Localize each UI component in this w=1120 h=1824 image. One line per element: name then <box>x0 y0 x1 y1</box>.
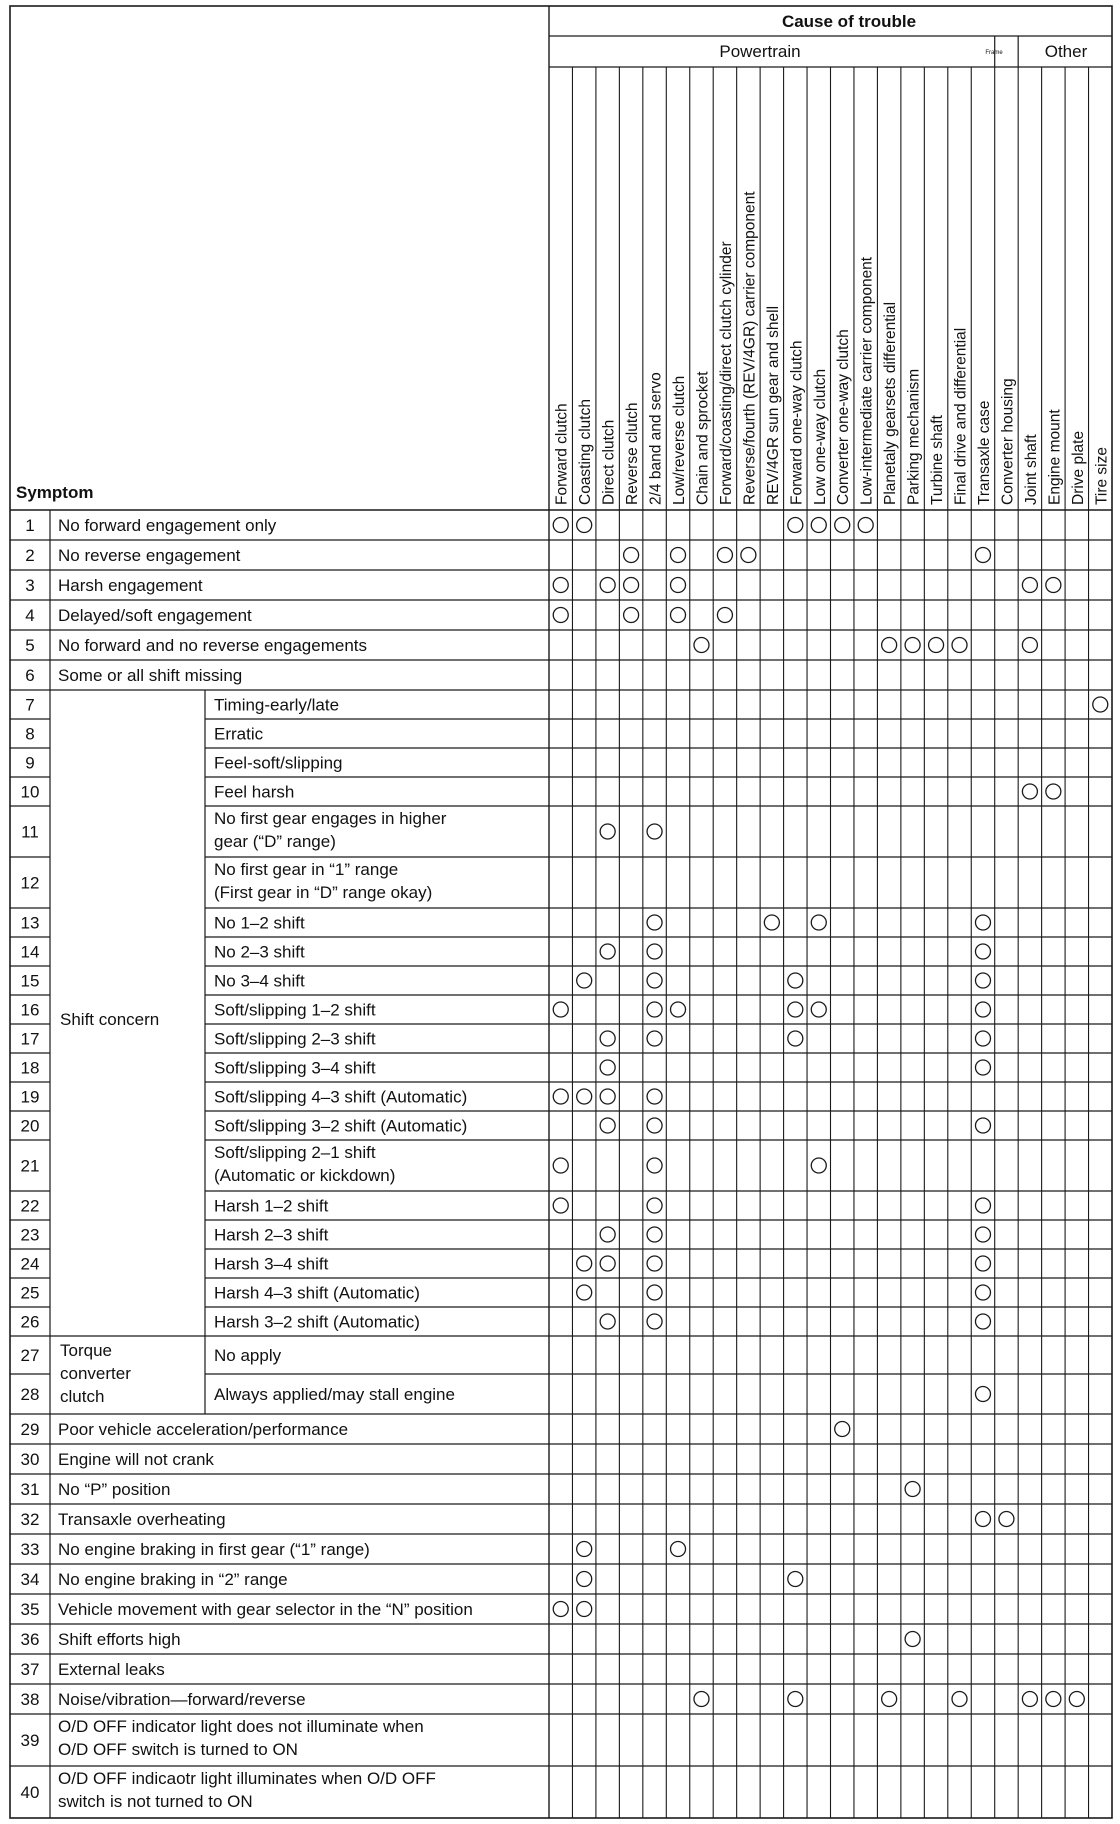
cause-of-trouble-title: Cause of trouble <box>781 12 917 31</box>
row-number: 17 <box>20 1029 40 1049</box>
row-number: 11 <box>21 822 39 842</box>
cause-mark <box>1022 784 1037 799</box>
row-number: 13 <box>20 913 40 933</box>
cause-mark <box>905 1482 920 1497</box>
cause-mark <box>647 1002 662 1017</box>
cause-column-header: Forward one-way clutch <box>788 340 806 505</box>
cause-mark <box>882 1692 897 1707</box>
row-number: 35 <box>20 1600 40 1619</box>
cause-column-header: Low/reverse clutch <box>671 375 689 505</box>
symptom-text: Shift efforts high <box>58 1630 181 1649</box>
cause-mark <box>647 973 662 988</box>
cause-mark <box>647 1031 662 1046</box>
row-number: 6 <box>25 666 35 685</box>
symptom-text: (First gear in “D” range okay) <box>214 883 433 902</box>
cause-mark <box>671 548 686 563</box>
symptom-text: No first gear engages in higher <box>214 809 447 828</box>
cause-mark <box>647 824 662 839</box>
symptom-text: No first gear in “1” range <box>214 860 399 879</box>
row-number: 39 <box>20 1731 40 1750</box>
cause-mark <box>600 1314 615 1329</box>
torque-converter-label-line: Torque <box>60 1341 112 1360</box>
cause-mark <box>975 1285 990 1300</box>
symptom-text: No reverse engagement <box>58 546 241 565</box>
symptom-text: No apply <box>214 1346 282 1365</box>
cause-column-header: Tire size <box>1093 447 1111 505</box>
torque-converter-label-line: converter <box>60 1364 131 1383</box>
cause-mark <box>788 1002 803 1017</box>
cause-mark <box>975 915 990 930</box>
row-number: 26 <box>20 1312 40 1332</box>
row-number: 4 <box>25 606 35 625</box>
cause-column-header: Coasting clutch <box>577 399 595 505</box>
cause-mark <box>764 915 779 930</box>
row-number: 10 <box>20 782 40 802</box>
cause-mark <box>788 1572 803 1587</box>
row-number: 21 <box>20 1156 40 1176</box>
torque-converter-label-line: clutch <box>60 1387 105 1406</box>
symptom-text: No engine braking in first gear (“1” range) <box>58 1540 370 1559</box>
cause-mark <box>600 824 615 839</box>
cause-mark <box>1022 578 1037 593</box>
cause-mark <box>647 1158 662 1173</box>
cause-mark <box>553 608 568 623</box>
row-number: 20 <box>20 1116 40 1136</box>
table-header <box>16 12 1110 505</box>
row-number: 36 <box>20 1630 40 1649</box>
cause-mark <box>858 518 873 533</box>
cause-column-header: Planetaly gearsets differential <box>882 301 900 505</box>
cause-mark <box>1046 784 1061 799</box>
symptom-text: Harsh 3–4 shift <box>214 1254 329 1274</box>
symptom-column-label: Symptom <box>16 483 94 502</box>
cause-mark <box>577 1256 592 1271</box>
cause-mark <box>600 944 615 959</box>
symptom-text: Soft/slipping 2–3 shift <box>214 1029 376 1049</box>
row-number: 40 <box>20 1783 40 1802</box>
symptom-text: Transaxle overheating <box>58 1510 226 1529</box>
torque-converter-clutch-group-label <box>60 1341 131 1406</box>
cause-mark <box>624 578 639 593</box>
symptom-text: Timing-early/late <box>214 695 340 715</box>
symptom-text: No forward engagement only <box>58 516 277 535</box>
symptom-text: Harsh 3–2 shift (Automatic) <box>214 1312 420 1332</box>
cause-column-header: Chain and sprocket <box>694 371 712 505</box>
row-number: 9 <box>25 753 35 773</box>
row-number: 14 <box>20 942 40 962</box>
row-number: 31 <box>20 1480 40 1499</box>
other-group-label: Other <box>1044 42 1088 61</box>
symptom-text: Harsh 2–3 shift <box>214 1225 329 1245</box>
row-number: 28 <box>20 1385 40 1404</box>
cause-mark <box>811 1158 826 1173</box>
cause-mark <box>882 638 897 653</box>
symptom-text: Delayed/soft engagement <box>58 606 252 625</box>
row-number: 38 <box>20 1690 40 1709</box>
cause-mark <box>811 1002 826 1017</box>
cause-mark <box>553 518 568 533</box>
cause-mark <box>600 578 615 593</box>
cause-column-header: Converter one-way clutch <box>835 329 853 505</box>
row-number: 34 <box>20 1570 40 1589</box>
row-number: 7 <box>25 695 35 715</box>
cause-mark <box>577 1572 592 1587</box>
cause-column-header: Converter housing <box>999 378 1017 505</box>
cause-mark <box>577 973 592 988</box>
symptom-text: O/D OFF switch is turned to ON <box>58 1740 298 1759</box>
cause-column-headers <box>554 191 1111 505</box>
symptom-text: (Automatic or kickdown) <box>214 1166 396 1185</box>
cause-mark <box>600 1031 615 1046</box>
cause-mark <box>1093 697 1108 712</box>
symptom-text: Poor vehicle acceleration/performance <box>58 1420 349 1439</box>
symptom-text: switch is not turned to ON <box>58 1792 253 1811</box>
row-number: 2 <box>25 546 35 565</box>
cause-mark <box>553 578 568 593</box>
cause-mark <box>929 638 944 653</box>
cause-mark <box>553 1089 568 1104</box>
symptom-text: External leaks <box>58 1660 165 1679</box>
cause-mark <box>553 1198 568 1213</box>
row-number: 1 <box>25 516 35 535</box>
cause-mark <box>694 638 709 653</box>
cause-mark <box>1046 1692 1061 1707</box>
symptom-text: Some or all shift missing <box>58 666 243 685</box>
cause-column-header: Parking mechanism <box>905 368 923 505</box>
symptom-text: Soft/slipping 1–2 shift <box>214 1000 376 1020</box>
cause-mark <box>788 973 803 988</box>
row-number: 19 <box>20 1087 40 1107</box>
symptom-text: gear (“D” range) <box>214 832 336 851</box>
row-number: 12 <box>20 873 40 893</box>
cause-mark <box>1046 578 1061 593</box>
symptom-text: Erratic <box>214 724 264 744</box>
cause-mark <box>647 1089 662 1104</box>
symptom-text: No 2–3 shift <box>214 942 305 962</box>
cause-mark <box>647 1256 662 1271</box>
cause-mark <box>600 1227 615 1242</box>
cause-mark <box>975 548 990 563</box>
cause-column-header: Forward/coasting/direct clutch cylinder <box>717 241 735 505</box>
cause-mark <box>905 1632 920 1647</box>
cause-mark <box>975 1060 990 1075</box>
row-number: 30 <box>20 1450 40 1469</box>
symptom-text: Harsh 1–2 shift <box>214 1196 329 1216</box>
cause-mark <box>671 1542 686 1557</box>
cause-mark <box>788 1692 803 1707</box>
cause-column-header: Direct clutch <box>600 419 618 505</box>
cause-mark <box>600 1060 615 1075</box>
symptom-text: Noise/vibration—forward/reverse <box>58 1690 306 1709</box>
cause-mark <box>1069 1692 1084 1707</box>
cause-mark <box>553 1602 568 1617</box>
cause-mark <box>741 548 756 563</box>
cause-mark <box>671 1002 686 1017</box>
cause-mark <box>624 608 639 623</box>
cause-mark <box>788 518 803 533</box>
cause-mark <box>577 1602 592 1617</box>
row-number: 15 <box>20 971 40 991</box>
cause-mark <box>788 1031 803 1046</box>
symptom-text: O/D OFF indicator light does not illuminate when <box>58 1717 424 1736</box>
row-number: 3 <box>25 576 35 595</box>
cause-mark <box>975 1002 990 1017</box>
cause-mark <box>975 1387 990 1402</box>
cause-mark <box>975 973 990 988</box>
cause-mark <box>577 1285 592 1300</box>
cause-mark <box>647 1314 662 1329</box>
cause-mark <box>600 1118 615 1133</box>
cause-mark <box>975 1031 990 1046</box>
row-number: 25 <box>20 1283 40 1303</box>
row-number: 37 <box>20 1660 40 1679</box>
symptom-text: O/D OFF indicaotr light illuminates when O/D OFF <box>58 1769 436 1788</box>
cause-mark <box>694 1692 709 1707</box>
row-number: 22 <box>20 1196 40 1216</box>
symptom-text: Soft/slipping 4–3 shift (Automatic) <box>214 1087 468 1107</box>
shift-concern-group-label: Shift concern <box>60 1010 160 1029</box>
symptom-text: Feel-soft/slipping <box>214 753 343 773</box>
symptom-text: No “P” position <box>58 1480 171 1499</box>
cause-mark <box>835 518 850 533</box>
symptom-text: No forward and no reverse engagements <box>58 636 368 655</box>
cause-mark <box>1022 638 1037 653</box>
cause-mark <box>905 638 920 653</box>
symptom-text: Always applied/may stall engine <box>214 1385 455 1404</box>
symptom-text: Soft/slipping 3–2 shift (Automatic) <box>214 1116 468 1136</box>
row-number: 32 <box>20 1510 40 1529</box>
cause-mark <box>671 578 686 593</box>
cause-mark <box>553 1002 568 1017</box>
cause-column-header: Engine mount <box>1046 409 1064 505</box>
cause-column-header: 2/4 band and servo <box>647 372 665 505</box>
cause-mark <box>553 1158 568 1173</box>
powertrain-group-label: Powertrain <box>719 42 801 61</box>
symptom-rows <box>21 516 473 1811</box>
symptom-text: Soft/slipping 2–1 shift <box>214 1143 376 1162</box>
cause-mark <box>1022 1692 1037 1707</box>
symptom-text: Soft/slipping 3–4 shift <box>214 1058 376 1078</box>
symptom-text: No 1–2 shift <box>214 913 305 933</box>
cause-mark <box>577 1542 592 1557</box>
cause-mark <box>975 1227 990 1242</box>
cause-mark <box>671 608 686 623</box>
row-number: 23 <box>20 1225 40 1245</box>
cause-mark <box>952 1692 967 1707</box>
cause-mark <box>717 608 732 623</box>
cause-mark <box>975 1256 990 1271</box>
cause-mark <box>600 1089 615 1104</box>
row-number: 33 <box>20 1540 40 1559</box>
cause-column-header: Joint shaft <box>1022 434 1040 505</box>
row-number: 5 <box>25 636 35 655</box>
row-number: 24 <box>20 1254 40 1274</box>
cause-column-header: REV/4GR sun gear and shell <box>764 305 782 505</box>
symptom-text: No engine braking in “2” range <box>58 1570 288 1589</box>
symptom-text: Vehicle movement with gear selector in the “N” position <box>58 1600 473 1619</box>
row-number: 8 <box>25 724 35 744</box>
cause-mark <box>647 1285 662 1300</box>
cause-column-header: Forward clutch <box>553 403 571 505</box>
row-number: 29 <box>20 1420 40 1439</box>
symptom-text: Feel harsh <box>214 782 295 802</box>
frame-group-label: Frame <box>985 50 1003 56</box>
cause-column-header: Turbine shaft <box>929 415 947 505</box>
cause-mark <box>975 944 990 959</box>
row-number: 16 <box>20 1000 40 1020</box>
symptom-text: Engine will not crank <box>58 1450 214 1469</box>
cause-mark <box>952 638 967 653</box>
cause-mark <box>811 915 826 930</box>
cause-mark <box>975 1512 990 1527</box>
cause-mark <box>647 944 662 959</box>
cause-mark <box>647 915 662 930</box>
cause-column-header: Final drive and differential <box>952 327 970 505</box>
cause-mark <box>975 1118 990 1133</box>
cause-column-header: Transaxle case <box>975 400 993 505</box>
cause-column-header: Low one-way clutch <box>811 368 829 505</box>
cause-mark <box>835 1422 850 1437</box>
symptom-text: Harsh 4–3 shift (Automatic) <box>214 1283 420 1303</box>
cause-column-header: Low-intermediate carrier component <box>858 256 876 505</box>
cause-column-header: Reverse/fourth (REV/4GR) carrier component <box>741 191 759 505</box>
cause-mark <box>600 1256 615 1271</box>
cause-mark <box>975 1198 990 1213</box>
cause-column-header: Reverse clutch <box>624 402 642 505</box>
cause-mark <box>647 1118 662 1133</box>
cause-mark <box>647 1227 662 1242</box>
row-number: 27 <box>20 1346 40 1365</box>
cause-mark <box>647 1198 662 1213</box>
cause-mark <box>975 1314 990 1329</box>
cause-mark <box>717 548 732 563</box>
cause-mark <box>577 1089 592 1104</box>
cause-column-header: Drive plate <box>1069 430 1087 505</box>
cause-mark <box>999 1512 1014 1527</box>
symptom-text: Harsh engagement <box>58 576 203 595</box>
cause-mark <box>577 518 592 533</box>
cause-mark <box>811 518 826 533</box>
symptom-text: No 3–4 shift <box>214 971 305 991</box>
row-number: 18 <box>20 1058 40 1078</box>
cause-mark <box>624 548 639 563</box>
